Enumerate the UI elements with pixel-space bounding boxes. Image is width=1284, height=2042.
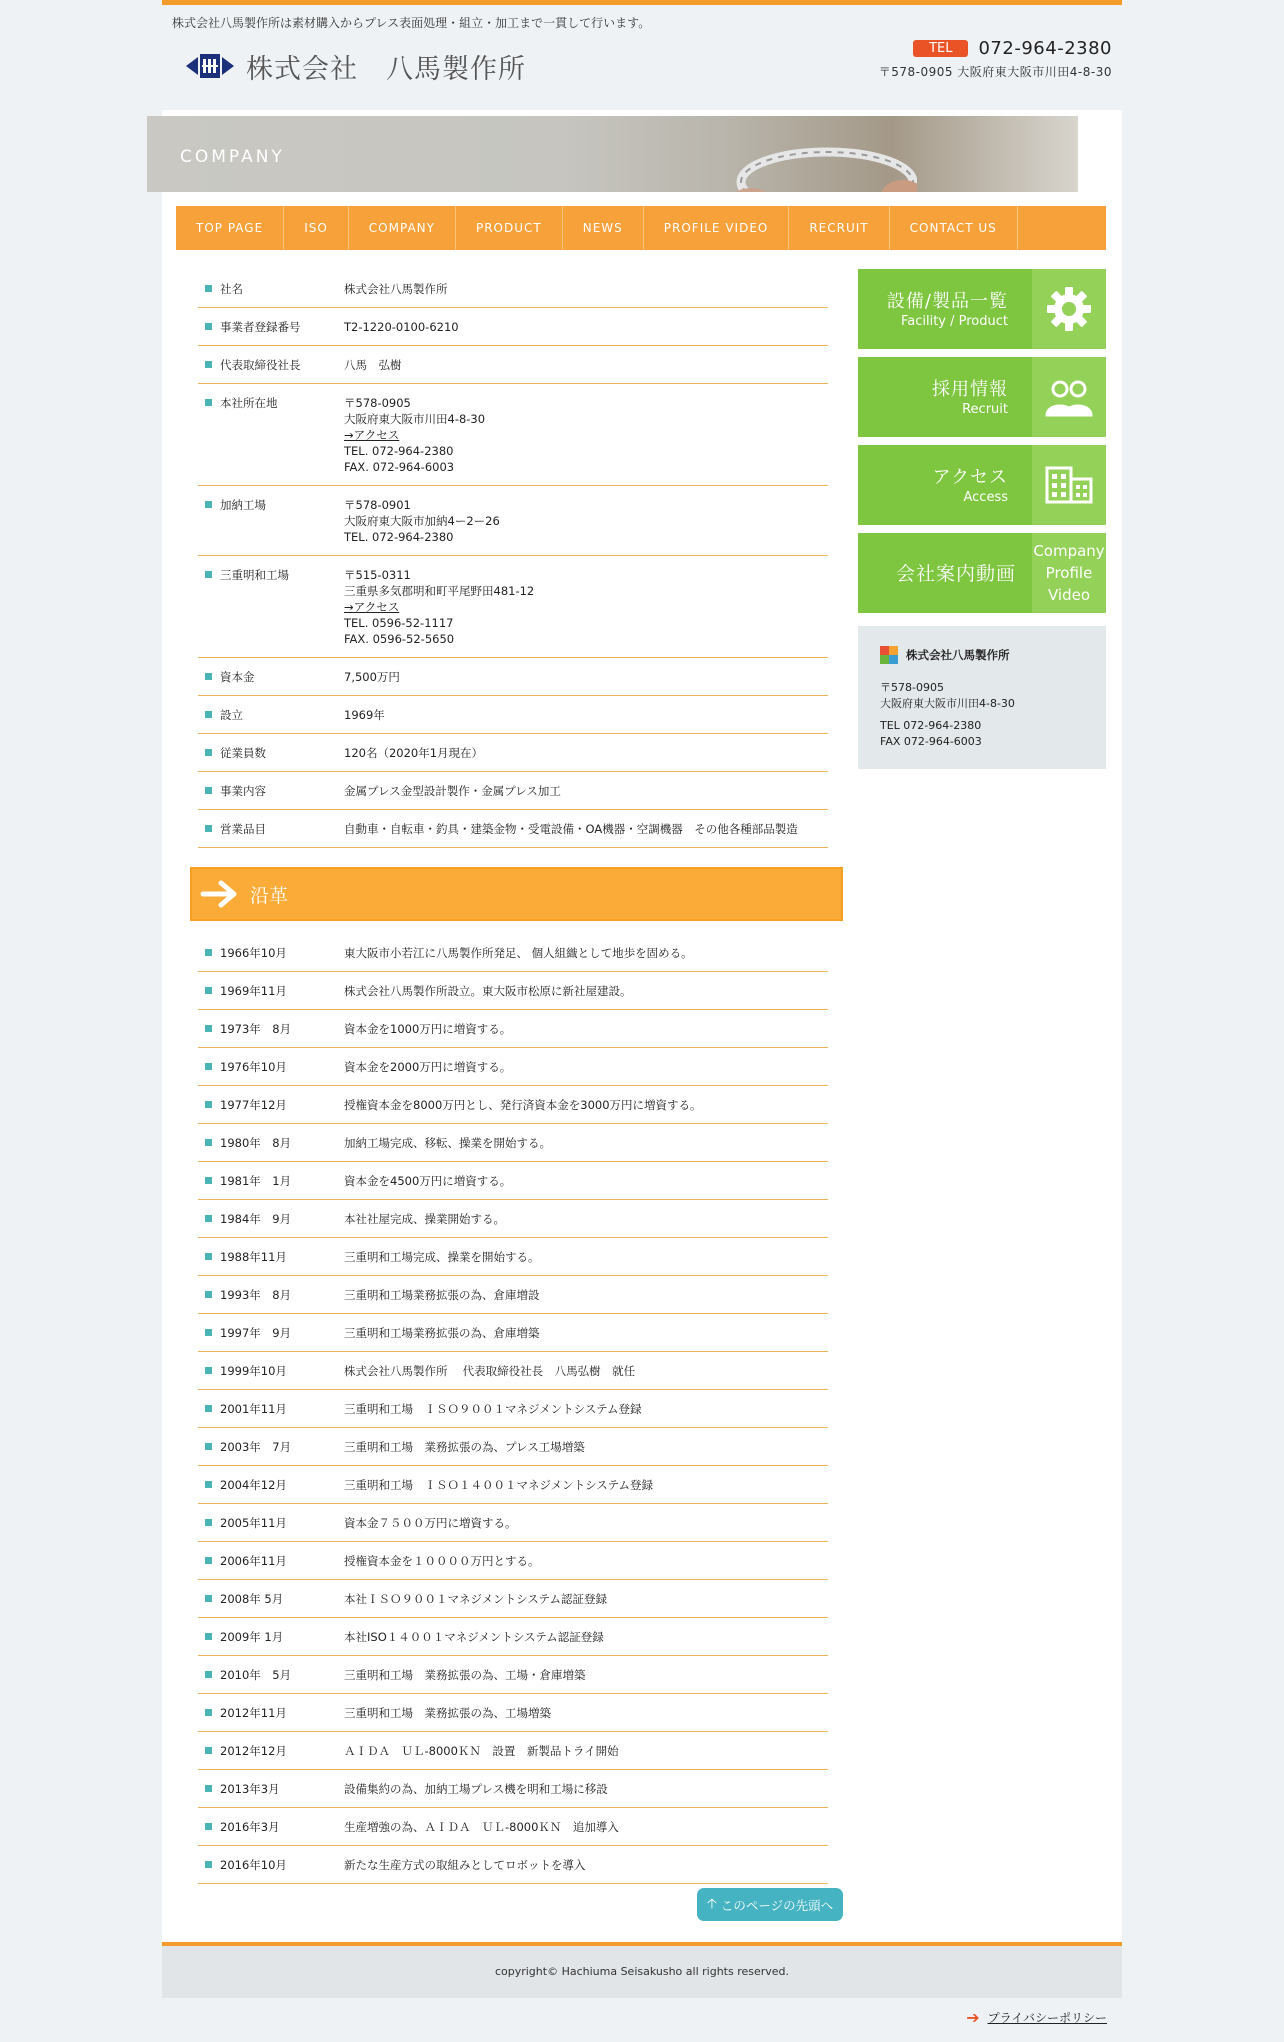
history-heading (190, 867, 843, 921)
access-link[interactable]: →アクセス (344, 428, 400, 442)
table-row: 2006年11月 授権資本金を１００００万円とする。 (198, 1542, 828, 1580)
table-row: 1988年11月 三重明和工場完成、操業を開始する。 (198, 1238, 828, 1276)
logo-text: 株式会社 八馬製作所 (246, 53, 526, 85)
arrow-up-icon: 🡡 (706, 1895, 717, 1912)
nav-contact-us[interactable]: CONTACT US (890, 206, 1018, 250)
header-address: 〒578-0905 大阪府東大阪市川田4-8-30 (878, 65, 1112, 79)
header-contact (879, 38, 1112, 80)
table-row: 社名 株式会社八馬製作所 (198, 270, 828, 308)
nav-profile-video[interactable]: PROFILE VIDEO (644, 206, 790, 250)
building-icon (1044, 465, 1094, 505)
nav-top-page[interactable]: TOP PAGE (176, 206, 284, 250)
table-row: 2001年11月 三重明和工場 ＩＳＯ９００１マネジメントシステム登録 (198, 1390, 828, 1428)
arrow-right-icon: ➔ (966, 2008, 980, 2027)
tel-badge: TEL (913, 40, 968, 57)
table-row: 2016年3月 生産増強の為、ＡＩＤＡ ＵＬ-8000ＫＮ 追加導入 (198, 1808, 828, 1846)
access-link[interactable]: →アクセス (344, 600, 400, 614)
main-nav (176, 206, 1106, 250)
site-tagline: 株式会社八馬製作所は素材購入からプレス表面処理・組立・加工まで一貫して行います。 (172, 16, 651, 30)
table-row: 2008年 5月 本社ＩＳＯ９００１マネジメントシステム認証登録 (198, 1580, 828, 1618)
table-row: 三重明和工場 〒515-0311 三重県多気郡明和町平尾野田481-12 →アクセス TEL. 0596-52-1117 FAX. 0596-52-5650 (198, 556, 828, 658)
profile-video-button[interactable]: 会社案内動画 Company Profile Video (858, 533, 1106, 613)
company-profile-table (198, 270, 828, 848)
table-row: 1977年12月 授権資本金を8000万円とし、発行済資本金を3000万円に増資する。 (198, 1086, 828, 1124)
table-row: 2004年12月 三重明和工場 ＩＳＯ１４００１マネジメントシステム登録 (198, 1466, 828, 1504)
table-row: 本社所在地 〒578-0905 大阪府東大阪市川田4-8-30 →アクセス TEL. 072-964-2380 FAX. 072-964-6003 (198, 384, 828, 486)
sidebar (858, 269, 1106, 621)
table-row: 1969年11月 株式会社八馬製作所設立。東大阪市松原に新社屋建設。 (198, 972, 828, 1010)
table-row: 2010年 5月 三重明和工場 業務拡張の為、工場・倉庫増築 (198, 1656, 828, 1694)
nav-recruit[interactable]: RECRUIT (789, 206, 889, 250)
table-row: 1993年 8月 三重明和工場業務拡張の為、倉庫増設 (198, 1276, 828, 1314)
recruit-button[interactable]: 採用情報 Recruit (858, 357, 1106, 437)
nav-news[interactable]: NEWS (563, 206, 644, 250)
company-logo-icon (184, 49, 236, 83)
table-row: 事業内容 金属プレス金型設計製作・金属プレス加工 (198, 772, 828, 810)
page-banner (147, 116, 1078, 192)
table-row: 2003年 7月 三重明和工場 業務拡張の為、プレス工場増築 (198, 1428, 828, 1466)
access-button[interactable]: アクセス Access (858, 445, 1106, 525)
table-row: 1999年10月 株式会社八馬製作所 代表取締役社長 八馬弘樹 就任 (198, 1352, 828, 1390)
company-mark-icon (880, 646, 898, 664)
history-table (198, 934, 828, 1884)
table-row: 2009年 1月 本社ISO１４００１マネジメントシステム認証登録 (198, 1618, 828, 1656)
table-row: 設立 1969年 (198, 696, 828, 734)
table-row: 1966年10月 東大阪市小若江に八馬製作所発足、 個人組織として地歩を固める。 (198, 934, 828, 972)
gear-photo-icon (717, 122, 917, 192)
gear-icon (1045, 285, 1093, 333)
tel-number[interactable]: 072-964-2380 (978, 38, 1112, 59)
table-row: 2012年11月 三重明和工場 業務拡張の為、工場増築 (198, 1694, 828, 1732)
nav-product[interactable]: PRODUCT (456, 206, 563, 250)
top-accent-bar (162, 0, 1122, 5)
arrow-right-icon (200, 879, 240, 909)
table-row: 営業品目 自動車・自転車・釣具・建築金物・受電設備・OA機器・空調機器 その他各種部品製造 (198, 810, 828, 848)
table-row: 2013年3月 設備集約の為、加納工場プレス機を明和工場に移設 (198, 1770, 828, 1808)
privacy-policy-link[interactable]: ➔ プライバシーポリシー (966, 2008, 1107, 2027)
table-row: 2016年10月 新たな生産方式の取組みとしてロボットを導入 (198, 1846, 828, 1884)
table-row: 1997年 9月 三重明和工場業務拡張の為、倉庫増築 (198, 1314, 828, 1352)
nav-company[interactable]: COMPANY (349, 206, 456, 250)
page-top-button[interactable]: 🡡 このページの先頭へ (697, 1888, 843, 1921)
table-row: 2005年11月 資本金７５００万円に増資する。 (198, 1504, 828, 1542)
site-logo[interactable] (184, 48, 526, 84)
table-row: 2012年12月 ＡＩＤＡ ＵＬ-8000ＫＮ 設置 新製品トライ開始 (198, 1732, 828, 1770)
table-row: 事業者登録番号 T2-1220-0100-6210 (198, 308, 828, 346)
people-icon (1044, 377, 1094, 417)
table-row: 1984年 9月 本社社屋完成、操業開始する。 (198, 1200, 828, 1238)
table-row: 1981年 1月 資本金を4500万円に増資する。 (198, 1162, 828, 1200)
copyright: copyright© Hachiuma Seisakusho all rights reserved. (494, 1965, 790, 1978)
nav-iso[interactable]: ISO (284, 206, 349, 250)
table-row: 加納工場 〒578-0901 大阪府東大阪市加納4ー2ー26 TEL. 072-964-2380 (198, 486, 828, 556)
facility-product-button[interactable]: 設備/製品一覧 Facility / Product (858, 269, 1106, 349)
table-row: 1976年10月 資本金を2000万円に増資する。 (198, 1048, 828, 1086)
footer (162, 1942, 1122, 1998)
table-row: 代表取締役社長 八馬 弘樹 (198, 346, 828, 384)
history-title: 沿革 (250, 884, 289, 907)
table-row: 従業員数 120名（2020年1月現在） (198, 734, 828, 772)
company-info-card: 株式会社八馬製作所 〒578-0905 大阪府東大阪市川田4-8-30 TEL 072-964-2380 FAX 072-964-6003 (858, 626, 1106, 769)
table-row: 1980年 8月 加納工場完成、移転、操業を開始する。 (198, 1124, 828, 1162)
table-row: 1973年 8月 資本金を1000万円に増資する。 (198, 1010, 828, 1048)
table-row: 資本金 7,500万円 (198, 658, 828, 696)
page-title: COMPANY (180, 147, 285, 167)
